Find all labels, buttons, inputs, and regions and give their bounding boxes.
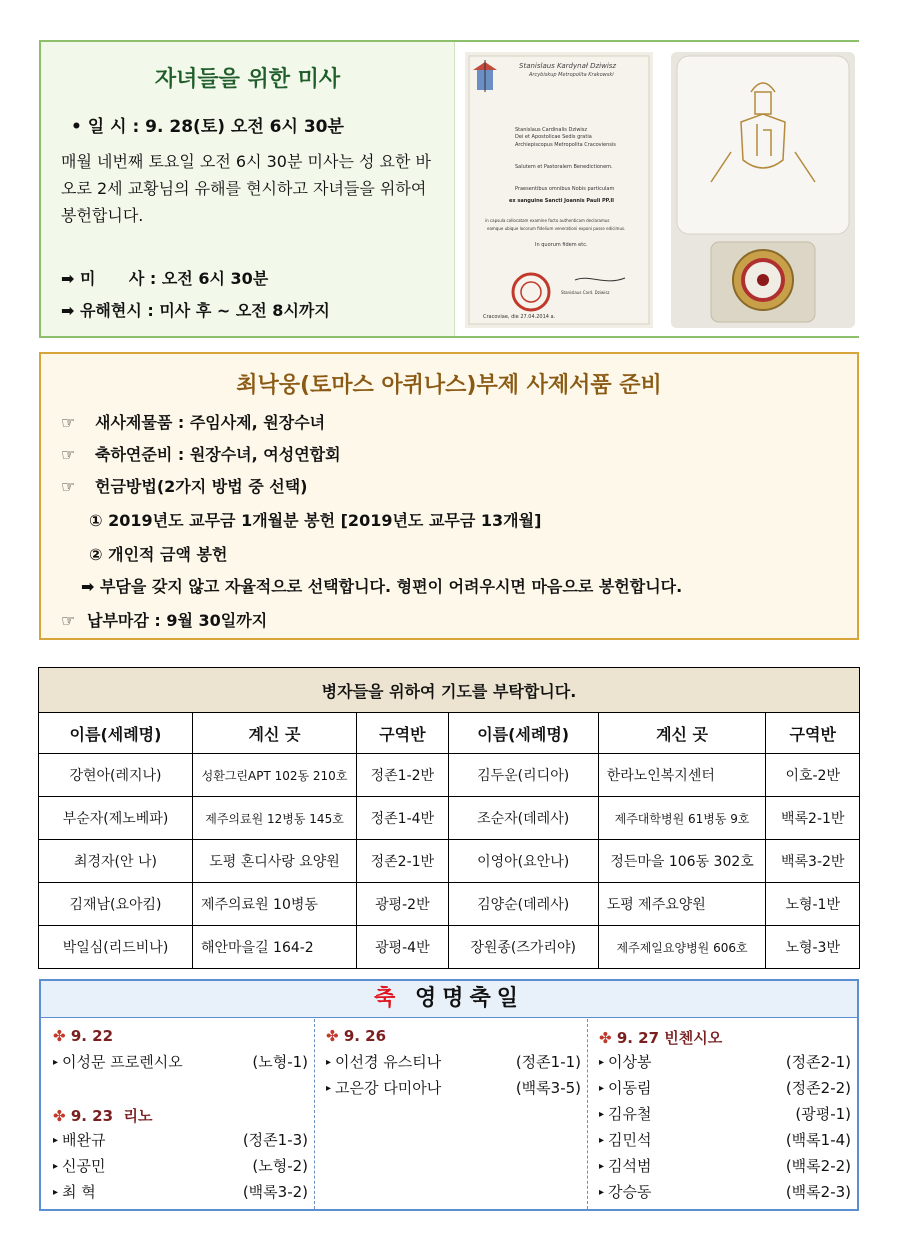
feast-date — [53, 1027, 113, 1045]
patient-name: 장원종(즈가리야) — [448, 926, 598, 969]
list-item — [53, 1179, 308, 1205]
doc-line: In quorum fidem etc. — [535, 242, 588, 248]
person-name: 고은강 다미아나 — [335, 1079, 442, 1097]
person-name: 김석범 — [608, 1157, 652, 1175]
pointing-hand-icon: ☞ — [61, 477, 76, 496]
doc-line: Stanislaus Card. Dziwisz — [561, 290, 610, 295]
reliquary-image — [671, 52, 855, 328]
person-name: 이선경 유스티나 — [335, 1053, 442, 1071]
table-row — [39, 926, 860, 969]
clover-icon: ✤ — [53, 1107, 66, 1125]
doc-line: Praesentibus omnibus Nobis particulam — [515, 186, 615, 192]
offering-note: ➡ 부담을 갖지 않고 자율적으로 선택합니다. 형편이 어려우시면 마음으로 봉헌합니다. — [81, 577, 683, 596]
list-item — [599, 1101, 851, 1127]
triangle-bullet-icon: ▸ — [53, 1056, 59, 1068]
prep-item-offering — [61, 474, 308, 497]
person-name: 이성문 프로렌시오 — [62, 1053, 183, 1071]
table-row — [39, 754, 860, 797]
deadline-text: 납부마감 : 9월 30일까지 — [87, 611, 268, 630]
person-group: (노형-1) — [252, 1053, 308, 1071]
person-group: (백록2-2) — [785, 1157, 851, 1175]
clover-icon: ✤ — [326, 1027, 339, 1045]
prep-item-supplies — [61, 410, 325, 433]
pointing-hand-icon: ☞ — [61, 445, 76, 464]
relic-certificate-photo — [465, 52, 653, 328]
header-district: 구역반 — [766, 713, 860, 754]
patient-name: 부순자(제노베파) — [39, 797, 193, 840]
feast-day-box — [39, 979, 859, 1211]
doc-line: Salutem et Pastoralem Benedictionem. — [515, 164, 613, 170]
sick-prayer-table — [38, 667, 860, 969]
person-name: 이상봉 — [608, 1053, 652, 1071]
person-name: 이동림 — [608, 1079, 652, 1097]
table-row — [39, 840, 860, 883]
doc-subheader: Arcybiskup Metropolita Krakowski — [529, 72, 614, 78]
patient-location: 도평 제주요양원 — [598, 883, 766, 926]
list-item — [599, 1127, 851, 1153]
children-mass-description: 매월 네번째 토요일 오전 6시 30분 미사는 성 요한 바오로 2세 교황님의 유해를 현시하고 자녀들을 위하여 봉헌합니다. — [61, 152, 431, 225]
patient-name: 김양순(데레사) — [448, 883, 598, 926]
person-group: (정존1-1) — [515, 1053, 581, 1071]
feast-date — [326, 1027, 386, 1045]
triangle-bullet-icon: ▸ — [599, 1186, 605, 1198]
feast-date — [53, 1105, 152, 1126]
patient-district: 백록3-2반 — [766, 840, 860, 883]
feast-title-red: 축 — [374, 986, 402, 1011]
triangle-bullet-icon: ▸ — [53, 1186, 59, 1198]
patient-district: 백록2-1반 — [766, 797, 860, 840]
person-name: 신공민 — [62, 1157, 106, 1175]
person-group: (노형-2) — [252, 1157, 308, 1175]
children-mass-box — [39, 40, 859, 338]
list-item — [599, 1049, 851, 1075]
doc-line: Archiepiscopus Metropolita Cracoviensis — [515, 142, 616, 148]
patient-name: 김두운(리디아) — [448, 754, 598, 797]
prep-item-text: 축하연준비 : 원장수녀, 여성연합회 — [95, 445, 341, 464]
person-group: (정존2-2) — [785, 1079, 851, 1097]
patient-location: 제주의료원 10병동 — [192, 883, 356, 926]
sick-table-caption: 병자들을 위하여 기도를 부탁합니다. — [39, 668, 860, 713]
triangle-bullet-icon: ▸ — [599, 1108, 605, 1120]
list-item — [599, 1153, 851, 1179]
feast-date-text: 9. 22 — [70, 1027, 114, 1045]
feast-column-2 — [314, 1019, 588, 1209]
relic-exposition-time: ➡ 유해현시 : 미사 후 ~ 오전 8시까지 — [61, 301, 330, 320]
patient-district: 정존1-4반 — [357, 797, 449, 840]
patient-name: 박일심(리드비나) — [39, 926, 193, 969]
prep-deadline — [61, 608, 267, 631]
patient-name: 김재남(요아킴) — [39, 883, 193, 926]
prep-item-reception — [61, 442, 341, 465]
patient-name: 이영아(요안나) — [448, 840, 598, 883]
pointing-hand-icon: ☞ — [61, 611, 76, 630]
feast-date-text: 9. 23 리노 — [70, 1107, 153, 1125]
triangle-bullet-icon: ▸ — [599, 1134, 605, 1146]
triangle-bullet-icon: ▸ — [326, 1056, 332, 1068]
person-group: (백록3-5) — [515, 1079, 581, 1097]
prep-item-text: 새사제물품 : 주임사제, 원장수녀 — [95, 413, 326, 432]
person-group: (정존1-3) — [242, 1131, 308, 1149]
list-item — [326, 1075, 581, 1101]
triangle-bullet-icon: ▸ — [599, 1056, 605, 1068]
ordination-prep-title: 최낙웅(토마스 아퀴나스)부제 사제서품 준비 — [236, 373, 662, 398]
doc-line: Dei et Apostolicae Sedis gratia — [515, 134, 592, 140]
clover-icon: ✤ — [599, 1029, 612, 1047]
patient-district: 정존1-2반 — [357, 754, 449, 797]
relic-reliquary-photo — [671, 52, 855, 328]
relic-photos — [454, 42, 860, 336]
person-name: 김유철 — [608, 1105, 652, 1123]
feast-date — [599, 1027, 722, 1048]
children-mass-date: • 일 시 : 9. 28(토) 오전 6시 30분 — [71, 117, 344, 137]
feast-column-1 — [41, 1019, 315, 1209]
feast-date-text: 9. 27 빈첸시오 — [616, 1029, 723, 1047]
children-mass-title: 자녀들을 위한 미사 — [154, 67, 341, 92]
patient-name: 조순자(데레사) — [448, 797, 598, 840]
person-name: 배완규 — [62, 1131, 106, 1149]
ordination-prep-box — [39, 352, 859, 640]
person-group: (광평-1) — [795, 1105, 851, 1123]
doc-line: ex sanguine Sancti Joannis Pauli PP.II — [509, 198, 615, 204]
patient-location: 제주대학병원 61병동 9호 — [598, 797, 766, 840]
feast-column-3 — [587, 1019, 857, 1209]
offering-option-1: ① 2019년도 교무금 1개월분 봉헌 [2019년도 교무금 13개월] — [89, 511, 542, 530]
triangle-bullet-icon: ▸ — [53, 1160, 59, 1172]
prep-item-text: 헌금방법(2가지 방법 중 선택) — [95, 477, 308, 496]
table-row — [39, 883, 860, 926]
person-group: (백록2-3) — [785, 1183, 851, 1201]
mass-time: ➡ 미 사 : 오전 6시 30분 — [61, 269, 269, 288]
table-row — [39, 797, 860, 840]
patient-location: 한라노인복지센터 — [598, 754, 766, 797]
person-name: 최 혁 — [62, 1183, 96, 1201]
list-item — [599, 1179, 851, 1205]
patient-district: 광평-2반 — [357, 883, 449, 926]
patient-location: 성환그린APT 102동 210호 — [192, 754, 356, 797]
patient-district: 이호-2반 — [766, 754, 860, 797]
feast-day-title — [41, 981, 857, 1018]
header-name: 이름(세례명) — [448, 713, 598, 754]
doc-line: in capsula collocatam examine facto authenticam declaramus — [485, 218, 610, 223]
list-item — [326, 1049, 581, 1075]
doc-line: Stanislaus Cardinalis Dziwisz — [515, 127, 588, 133]
person-group: (정존2-1) — [785, 1053, 851, 1071]
triangle-bullet-icon: ▸ — [599, 1160, 605, 1172]
person-group: (백록1-4) — [785, 1131, 851, 1149]
triangle-bullet-icon: ▸ — [599, 1082, 605, 1094]
patient-location: 도평 혼디사랑 요양원 — [192, 840, 356, 883]
feast-date-text: 9. 26 — [343, 1027, 387, 1045]
person-name: 김민석 — [608, 1131, 652, 1149]
patient-location: 정든마을 106동 302호 — [598, 840, 766, 883]
header-location: 계신 곳 — [192, 713, 356, 754]
feast-title-rest: 영명축일 — [414, 986, 524, 1011]
list-item — [53, 1127, 308, 1153]
list-item — [53, 1049, 308, 1075]
patient-location: 제주의료원 12병동 145호 — [192, 797, 356, 840]
triangle-bullet-icon: ▸ — [53, 1134, 59, 1146]
header-district: 구역반 — [357, 713, 449, 754]
doc-header: Stanislaus Kardynał Dziwisz — [519, 62, 617, 70]
list-item — [53, 1153, 308, 1179]
offering-option-2: ② 개인적 금액 봉헌 — [89, 545, 228, 564]
patient-name: 강현아(레지나) — [39, 754, 193, 797]
doc-line: Cracoviae, die 27.04.2014 a. — [483, 314, 556, 320]
header-location: 계신 곳 — [598, 713, 766, 754]
list-item — [599, 1075, 851, 1101]
pointing-hand-icon: ☞ — [61, 413, 76, 432]
person-group: (백록3-2) — [242, 1183, 308, 1201]
person-name: 강승동 — [608, 1183, 652, 1201]
patient-district: 노형-1반 — [766, 883, 860, 926]
patient-name: 최경자(안 나) — [39, 840, 193, 883]
patient-location: 해안마을길 164-2 — [192, 926, 356, 969]
patient-district: 노형-3반 — [766, 926, 860, 969]
patient-location: 제주제일요양병원 606호 — [598, 926, 766, 969]
doc-line: eamque ubique locorum fidelium venerationi exponi posse edicimus. — [487, 226, 626, 231]
patient-district: 광평-4반 — [357, 926, 449, 969]
triangle-bullet-icon: ▸ — [326, 1082, 332, 1094]
clover-icon: ✤ — [53, 1027, 66, 1045]
header-name: 이름(세례명) — [39, 713, 193, 754]
patient-district: 정존2-1반 — [357, 840, 449, 883]
